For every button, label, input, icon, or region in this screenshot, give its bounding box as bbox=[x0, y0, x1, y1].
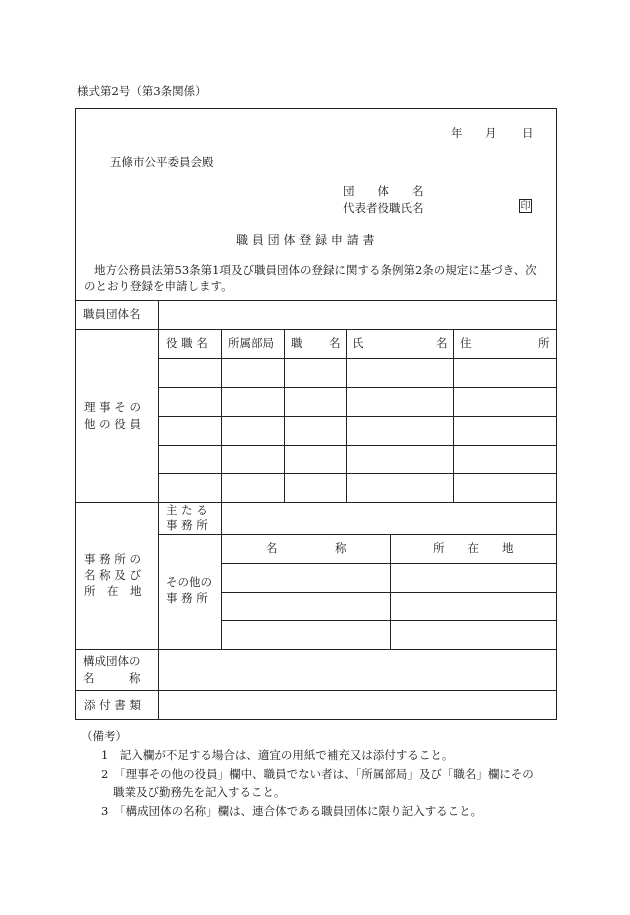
offices-label-line2: 名 称 及 び bbox=[84, 568, 141, 582]
notes-heading: （備考） bbox=[81, 729, 127, 743]
form-number-label: 様式第2号（第3条関係） bbox=[77, 84, 207, 98]
addressee: 五條市公平委員会殿 bbox=[110, 155, 214, 169]
application-form-box bbox=[75, 108, 557, 720]
attachments-label: 添 付 書 類 bbox=[84, 698, 141, 712]
group-name-label: 団 体 名 bbox=[343, 184, 424, 198]
group-name-field[interactable] bbox=[159, 301, 556, 329]
officers-label-line1: 理 事 そ の bbox=[84, 400, 141, 414]
col-title-1: 職 bbox=[291, 336, 303, 350]
other-office-label-line1: その他の bbox=[166, 575, 212, 589]
group-name-row-label: 職員団体名 bbox=[83, 307, 141, 321]
officers-label-line2: 他 の 役 員 bbox=[84, 417, 141, 431]
col-position: 役 職 名 bbox=[166, 336, 208, 350]
col-name-2: 名 bbox=[436, 336, 448, 350]
date-day-label: 日 bbox=[522, 126, 534, 140]
col-address-1: 住 bbox=[460, 336, 472, 350]
representative-label: 代表者役職氏名 bbox=[343, 201, 424, 215]
constituent-label-line1: 構成団体の bbox=[83, 654, 141, 668]
document-title: 職 員 団 体 登 録 申 請 書 bbox=[236, 233, 375, 247]
body-text-line1: 地方公務員法第53条第1項及び職員団体の登録に関する条例第2条の規定に基づき、次 bbox=[94, 263, 537, 277]
note-2b: 職業及び勤務先を記入すること。 bbox=[113, 785, 286, 799]
seal-mark: 印 bbox=[520, 201, 531, 212]
note-1: 1 記入欄が不足する場合は、適宜の用紙で補充又は添付すること。 bbox=[101, 748, 454, 762]
offices-label-line3: 所 在 地 bbox=[84, 584, 142, 598]
col-name-1: 氏 bbox=[352, 336, 364, 350]
office-name-col: 名 称 bbox=[266, 541, 347, 555]
main-office-label-line2: 事 務 所 bbox=[166, 518, 208, 532]
offices-label-line1: 事 務 所 の bbox=[84, 552, 141, 566]
col-title-2: 名 bbox=[329, 336, 341, 350]
constituent-label-line2: 名 称 bbox=[83, 671, 141, 685]
other-office-label-line2: 事 務 所 bbox=[166, 591, 208, 605]
col-department: 所属部局 bbox=[228, 336, 274, 350]
body-text-line2: のとおり登録を申請します。 bbox=[84, 279, 233, 293]
date-year-label: 年 bbox=[451, 126, 463, 140]
col-address-2: 所 bbox=[538, 336, 550, 350]
date-month-label: 月 bbox=[485, 126, 497, 140]
office-location-col: 所 在 地 bbox=[433, 541, 514, 555]
note-3: 3 「構成団体の名称」欄は、連合体である職員団体に限り記入すること。 bbox=[101, 804, 483, 818]
main-office-label-line1: 主 た る bbox=[166, 503, 208, 517]
note-2a: 2 「理事その他の役員」欄中、職員でない者は、「所属部局」及び「職名」欄にその bbox=[101, 767, 534, 781]
